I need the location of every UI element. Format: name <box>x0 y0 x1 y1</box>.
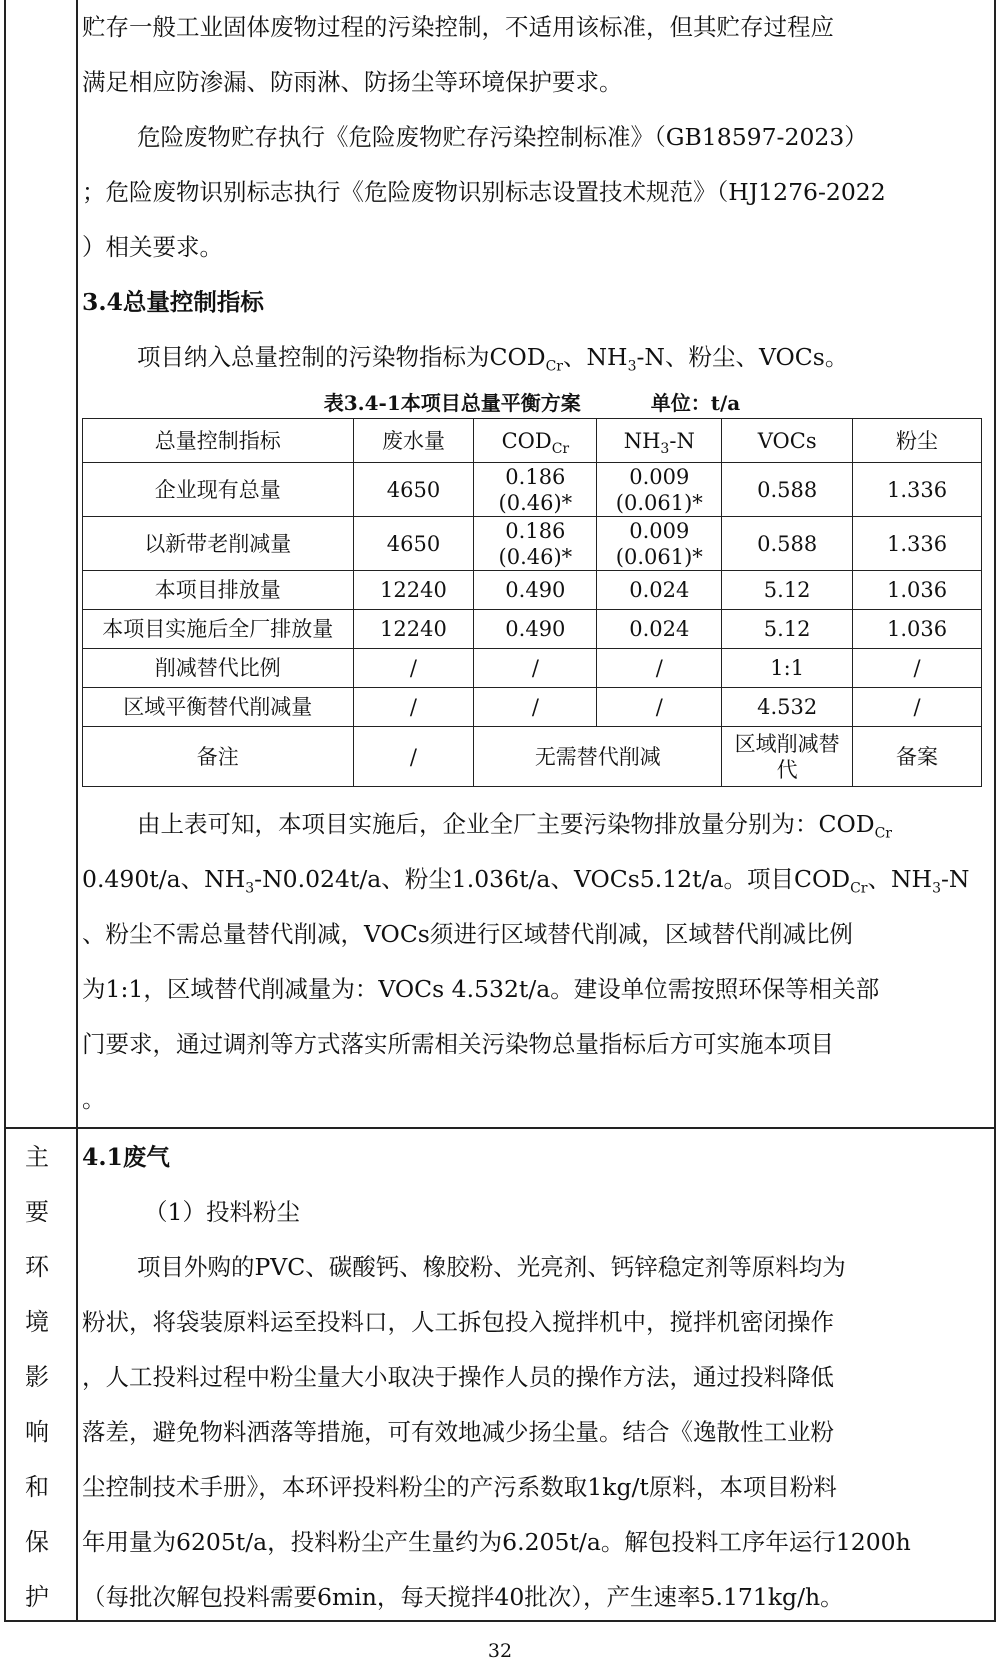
table-row <box>83 688 982 727</box>
side-char: 主 <box>25 1143 49 1171</box>
text-line: ；危险废物识别标志执行《危险废物识别标志设置技术规范》（HJ1276-2022 <box>82 178 886 206</box>
text-line: 0.490t/a、$NH_3-N0.024t/a$、粉尘1.036t/a、VOCs5.12t/a。项目$COD_{Cr}$、$NH_3-N$ <box>82 865 970 897</box>
table-row <box>83 463 982 517</box>
side-char: 要 <box>25 1198 49 1226</box>
table-row <box>83 610 982 649</box>
text-line: 年用量为6205t/a，投料粉尘产生量约为6.205t/a。解包投料工序年运行1200h <box>82 1528 911 1556</box>
table-row <box>83 727 982 787</box>
page-number: 32 <box>487 1640 513 1662</box>
data-table <box>82 418 982 787</box>
table-cell: 0.024 <box>597 571 722 610</box>
table-cell: 1.336 <box>853 463 982 517</box>
text-line: ）相关要求。 <box>82 233 223 261</box>
side-char: 和 <box>25 1473 49 1501</box>
table-cell: 1.036 <box>853 571 982 610</box>
table-cell: 区域平衡替代削减量 <box>83 688 354 727</box>
table-row <box>83 649 982 688</box>
table-cell: 0.024 <box>597 610 722 649</box>
table-cell: 0.009 (0.061)* <box>597 517 722 571</box>
section-41 <box>82 1130 982 1625</box>
table-cell: 5.12 <box>722 571 853 610</box>
table-cell: 0.588 <box>722 517 853 571</box>
table-cell: / <box>474 688 597 727</box>
side-char: 环 <box>25 1253 49 1281</box>
text-line: 粉状，将袋装原料运至投料口，人工拆包投入搅拌机中，搅拌机密闭操作 <box>82 1308 834 1336</box>
table-cell: 本项目排放量 <box>83 571 354 610</box>
table-cell: / <box>474 649 597 688</box>
side-char: 影 <box>25 1363 49 1391</box>
column-divider <box>76 0 78 1620</box>
table-cell: 废水量 <box>353 419 474 463</box>
after-table-text <box>82 797 982 1127</box>
top-text <box>82 0 982 385</box>
table-cell: / <box>853 688 982 727</box>
table-cell: 5.12 <box>722 610 853 649</box>
table-cell: / <box>597 688 722 727</box>
table-cell: 备案 <box>853 727 982 787</box>
table-caption: 表3.4-1本项目总量平衡方案 单位：t/a <box>323 391 741 415</box>
subheading: （1）投料粉尘 <box>144 1198 300 1226</box>
table-cell: 本项目实施后全厂排放量 <box>83 610 354 649</box>
table-cell: 企业现有总量 <box>83 463 354 517</box>
row-divider <box>6 1127 994 1129</box>
table-cell: 以新带老削减量 <box>83 517 354 571</box>
table-cell: 0.588 <box>722 463 853 517</box>
text-line: 满足相应防渗漏、防雨淋、防扬尘等环境保护要求。 <box>82 68 623 96</box>
table-cell: 无需替代削减 <box>474 727 722 787</box>
table-cell: / <box>597 649 722 688</box>
table-cell: 削减替代比例 <box>83 649 354 688</box>
table-cell: / <box>853 649 982 688</box>
side-char: 响 <box>25 1418 49 1446</box>
table-cell: $NH_3-N$ <box>597 419 722 463</box>
text-line: 落差，避免物料洒落等措施，可有效地减少扬尘量。结合《逸散性工业粉 <box>82 1418 834 1446</box>
table-cell: $COD_{Cr}$ <box>474 419 597 463</box>
side-char: 境 <box>25 1308 49 1336</box>
table-cell: 0.490 <box>474 610 597 649</box>
table-cell: 备注 <box>83 727 354 787</box>
table-cell: 0.490 <box>474 571 597 610</box>
table-cell: / <box>353 727 474 787</box>
text-line: 项目外购的PVC、碳酸钙、橡胶粉、光亮剂、钙锌稳定剂等原料均为 <box>137 1253 846 1281</box>
table-cell: 0.009 (0.061)* <box>597 463 722 517</box>
side-char: 护 <box>25 1583 49 1611</box>
table-cell: 12240 <box>353 571 474 610</box>
table-cell: 12240 <box>353 610 474 649</box>
table-cell: 4650 <box>353 463 474 517</box>
table-cell: VOCs <box>722 419 853 463</box>
section-heading: 4.1废气 <box>82 1143 170 1171</box>
table-cell: 粉尘 <box>853 419 982 463</box>
table-cell: 1:1 <box>722 649 853 688</box>
text-line: 。 <box>82 1085 106 1113</box>
text-line: 门要求，通过调剂等方式落实所需相关污染物总量指标后方可实施本项目 <box>82 1030 834 1058</box>
text-line: 为1:1，区域替代削减量为：VOCs 4.532t/a。建设单位需按照环保等相关部 <box>82 975 880 1003</box>
text-line: 尘控制技术手册》，本环评投料粉尘的产污系数取1kg/t原料，本项目粉料 <box>82 1473 837 1501</box>
table-cell: / <box>353 649 474 688</box>
section-side-label <box>6 1130 68 1625</box>
table-cell: 1.336 <box>853 517 982 571</box>
table-cell: 1.036 <box>853 610 982 649</box>
side-char: 保 <box>25 1528 49 1556</box>
section-heading: 3.4总量控制指标 <box>82 288 264 316</box>
text-line: ，人工投料过程中粉尘量大小取决于操作人员的操作方法，通过投料降低 <box>82 1363 834 1391</box>
text-line: 由上表可知，本项目实施后，企业全厂主要污染物排放量分别为：$COD_{Cr}$ <box>137 810 892 842</box>
table-cell: 4650 <box>353 517 474 571</box>
text-line: （每批次解包投料需要6min，每天搅拌40批次），产生速率5.171kg/h。 <box>82 1583 844 1611</box>
table-header-row <box>83 419 982 463</box>
table-cell: 总量控制指标 <box>83 419 354 463</box>
table-row <box>83 517 982 571</box>
table-row <box>83 571 982 610</box>
text-line: 项目纳入总量控制的污染物指标为$COD_{Cr}$、$NH_3-N$、粉尘、VOCs。 <box>137 343 849 375</box>
text-line: 危险废物贮存执行《危险废物贮存污染控制标准》（GB18597-2023） <box>137 123 868 151</box>
table-cell: 区域削减替 代 <box>722 727 853 787</box>
table-cell: 4.532 <box>722 688 853 727</box>
table-cell: 0.186 (0.46)* <box>474 463 597 517</box>
text-line: 贮存一般工业固体废物过程的污染控制，不适用该标准，但其贮存过程应 <box>82 13 834 41</box>
text-line: 、粉尘不需总量替代削减，VOCs须进行区域替代削减，区域替代削减比例 <box>82 920 853 948</box>
table-cell: / <box>353 688 474 727</box>
table-cell: 0.186 (0.46)* <box>474 517 597 571</box>
